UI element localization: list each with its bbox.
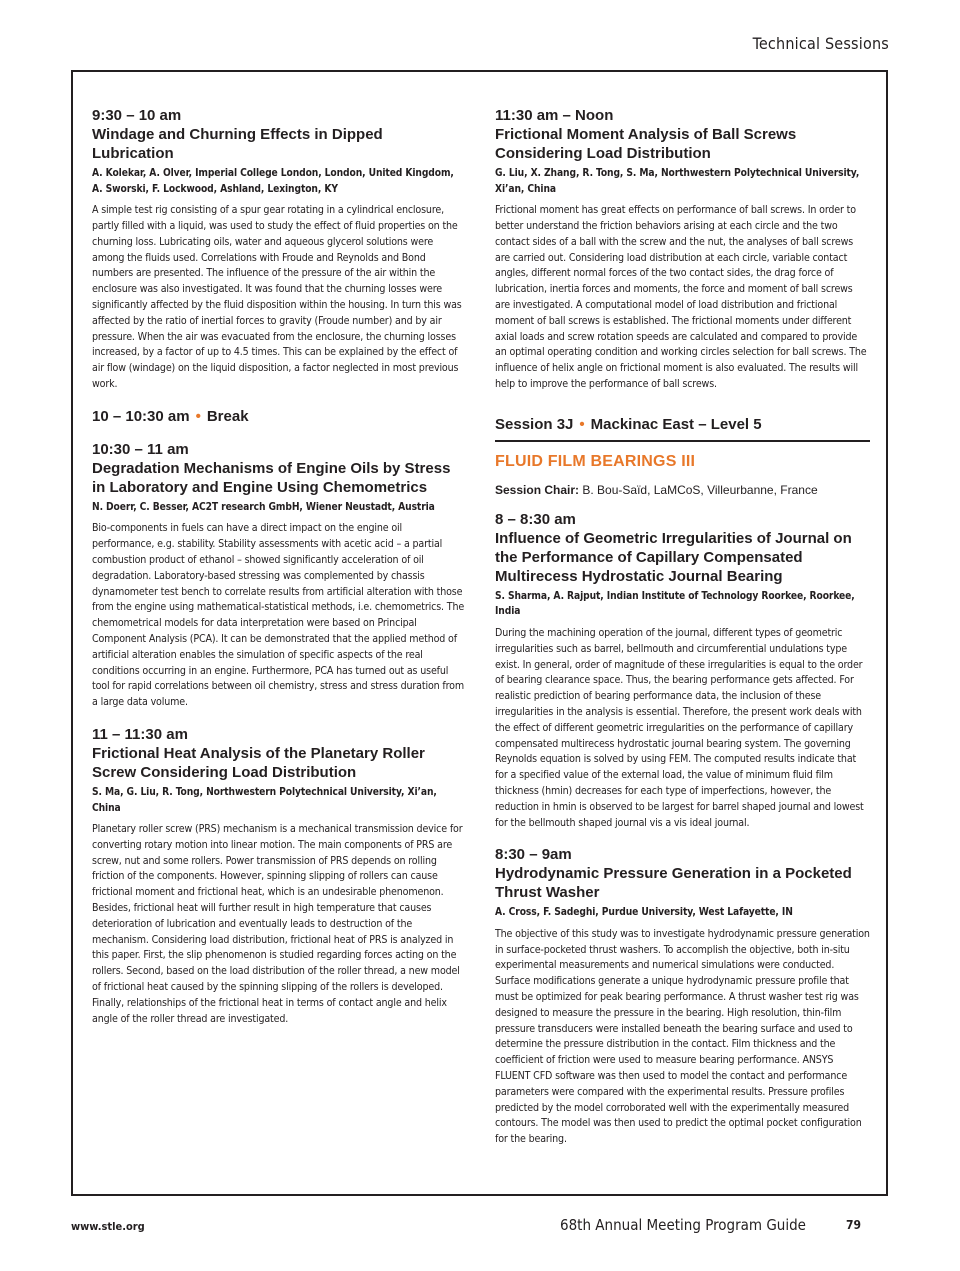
talk-authors: G. Liu, X. Zhang, R. Tong, S. Ma, Northwestern Polytechnical University, Xi’an, China [495, 168, 860, 195]
talk-authors: S. Sharma, A. Rajput, Indian Institute of Technology Roorkee, Roorkee, India [495, 590, 855, 618]
talk-title: Degradation Mechanisms of Engine Oils by Stress in Laboratory and Engine Using Chemometrics [92, 459, 451, 496]
session-room: Mackinac East – Level 5 [590, 415, 762, 433]
page-number: 79 [846, 1218, 862, 1232]
talk-time: 8:30 – 9am [495, 846, 572, 864]
bullet-separator: • [195, 407, 201, 425]
left-column [92, 106, 467, 1041]
talk-authors: N. Doerr, C. Besser, AC2T research GmbH, Wiener Neustadt, Austria [92, 501, 435, 513]
break-label: Break [206, 407, 249, 425]
talk-title: Frictional Heat Analysis of the Planetary Roller Screw Considering Load Distribution [92, 744, 425, 781]
talk-time: 11 – 11:30 am [92, 725, 188, 743]
footer-guide-title: 68th Annual Meeting Program Guide [560, 1216, 806, 1234]
section-header: Technical Sessions [752, 34, 889, 53]
talk-abstract: Frictional moment has great effects on performance of ball screws. In order to better understand the friction behaviors arising at each circle and the two contact sides of a ball with the screw and the nut, the analyses of ball screws are carried out. Considering load distribution at each circle, variable contact angles, different normal forces of the two contact sides, the drag force of lubrication, inertia forces and moments, the force and moment of ball screws are investigated. A computational model of load distribution and frictional moment of ball screws is established. The frictional moments under different axial loads and screw rotation speeds are calculated and compared to provide an optimal operating condition and working circles selection for ball screws. The influence of helix angle on frictional moment is also evaluated. The results will help to improve the performance of ball screws. [495, 204, 867, 390]
break-slot [92, 407, 467, 426]
session-chair [495, 482, 870, 498]
talk-journal-irregularities [495, 510, 870, 832]
talk-title: Frictional Moment Analysis of Ball Screws Considering Load Distribution [495, 126, 797, 162]
talk-time: 11:30 am – Noon [495, 107, 614, 124]
talk-title: Windage and Churning Effects in Dipped Lubrication [92, 126, 383, 162]
bullet-separator: • [579, 415, 585, 433]
talk-ball-screw-moment [495, 106, 870, 393]
talk-time: 9:30 – 10 am [92, 107, 182, 124]
session-heading [495, 415, 870, 442]
right-column [495, 106, 870, 1162]
session-name: FLUID FILM BEARINGS III [495, 452, 696, 470]
talk-engine-oil-degradation [92, 440, 467, 711]
talk-time: 10:30 – 11 am [92, 440, 189, 458]
footer-url: www.stle.org [71, 1220, 145, 1233]
session-chair-name: B. Bou-Saïd, LaMCoS, Villeurbanne, France [582, 482, 818, 497]
talk-abstract: A simple test rig consisting of a spur gear rotating in a cylindrical enclosure, partly filled with a liquid, was used to study the effect of fluid properties on the churning loss. Lubricating oils, water and aqueous glycerol solutions were among the fluids used. Correlations with Froude and Reynolds and Bond numbers are presented. The influence of the pressure of the air within the enclosure was also investigated. It was found that the churning losses were significantly affected by the fluid disposition within the housing. In turn this was affected by the ratio of inertial forces to gravity (Froude number) and by air pressure. When the air was evacuated from the enclosure, the churning losses increased, by a factor of up to 4.5 times. This can be explained by the effect of air flow (windage) on the liquid disposition, a factor neglected in most previous work. [92, 204, 462, 390]
talk-abstract: Bio-components in fuels can have a direct impact on the engine oil performance, e.g. stability. Stability assessments with acetic acid – a partial combustion product of ethanol – showed significantly acceleration of oil degradation. Laboratory-based stressing was complemented by chassis dynamometer test bench to correlate results from artificial alteration with those from the engine using mathematical-statistical methods, i.e. chemometrics. The chemometrical models for data interpretation were based on Principal Component Analysis (PCA). It can be demonstrated that the applied method of artificial alteration enables the simulation of specific aspects of the real conditions occurring in an engine. Furthermore, PCA has turned out as useful tool for rapid correlations between oil chemistry, stress and stress duration from a large data volume. [92, 522, 465, 709]
talk-authors: S. Ma, G. Liu, R. Tong, Northwestern Polytechnical University, Xi’an, China [92, 786, 437, 814]
content-frame [71, 70, 888, 1196]
talk-title: Hydrodynamic Pressure Generation in a Pocketed Thrust Washer [495, 865, 852, 902]
talk-authors: A. Cross, F. Sadeghi, Purdue University, West Lafayette, IN [495, 907, 793, 919]
talk-abstract: Planetary roller screw (PRS) mechanism is a mechanical transmission device for converting rotary motion into linear motion. The main components of PRS are screw, nut and some rollers. Power transmission of PRS depends on rolling friction of the components. However, spinning slipping of rollers can cause frictional moment and frictional heat, which is an undesirable phenomenon. Besides, frictional heat will further result in high temperature that causes deterioration of lubrication and eventually leads to destruction of the mechanism. Considering load distribution, frictional heat of PRS is analyzed in this paper. First, the slip phenomenon is studied regarding forces acting on the rollers. Second, based on the load distribution of the roller thread, a new model of frictional heat caused by the spinning slipping of the rollers is developed. Finally, relationships of the frictional heat in terms of contact angle and helix angle of the roller thread are investigated. [92, 823, 463, 1025]
talk-authors: A. Kolekar, A. Olver, Imperial College London, London, United Kingdom, A. Sworski, F. Lockwood, Ashland, Lexington, KY [92, 168, 454, 195]
talk-windage-churning [92, 106, 467, 393]
talk-thrust-washer [495, 845, 870, 1148]
talk-title: Influence of Geometric Irregularities of Journal on the Performance of Capillary Compensated Multirecess Hydrostatic Journal Bearing [495, 529, 852, 585]
session-chair-label: Session Chair: [495, 482, 580, 497]
session-id: Session 3J [495, 415, 574, 433]
talk-abstract: The objective of this study was to investigate hydrodynamic pressure generation in surface-pocketed thrust washers. To accomplish the objective, both in-situ experimental measurements and numerical simulations were conducted. Surface modifications generate a unique hydrodynamic pressure profile that must be optimized for peak bearing performance. A thrust washer test rig was designed to measure the pressure in the bearing. High resolution, thin-film pressure transducers were installed beneath the bearing surface and used to determine the pressure distribution in the contact. Film thickness and the coefficient of friction were used to measure bearing performance. ANSYS FLUENT CFD software was then used to model the contact and performance parameters were compared with the experimental results. Pressure profiles predicted by the model corroborated well with the experimentally measured contours. The model was then used to predict the optimal pocket configuration for the bearing. [495, 927, 870, 1146]
talk-abstract: During the machining operation of the journal, different types of geometric irregularities such as barrel, bellmouth and circumferential undulations type exist. In general, order of magnitude of these irregularities is equal to the order of bearing clearance space. Thus, the bearing performance gets affected. For realistic prediction of bearing performance data, the inclusion of these irregularities in the analysis is essential. Therefore, the present work deals with the effect of different geometric irregularities on the performance of capillary compensated multirecess hydrostatic journal bearing system. The governing Reynolds equation is solved by using FEM. The computed results indicate that for a specified value of the external load, the value of minimum fluid film thickness (hmin) decreases for each type of imperfections, however, the reduction in hmin is observed to be largest for barrel shaped journal and lowest for the bellmouth shaped journal vis a vis ideal journal. [495, 626, 864, 829]
break-time: 10 – 10:30 am [92, 407, 190, 425]
talk-roller-screw-heat [92, 725, 467, 1028]
talk-time: 8 – 8:30 am [495, 510, 576, 528]
